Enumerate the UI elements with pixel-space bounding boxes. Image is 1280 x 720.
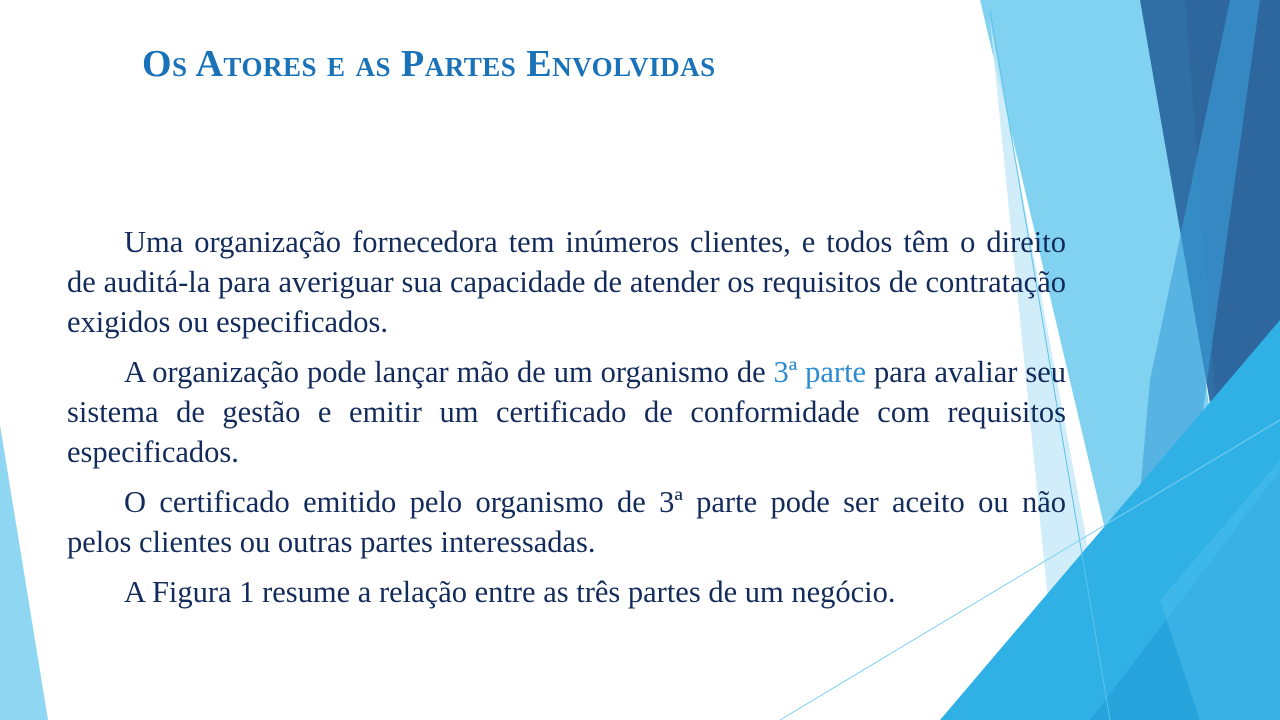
paragraph-4: A Figura 1 resume a relação entre as três partes de um negócio. [124,575,896,609]
paragraph-1: Uma organização fornecedora tem inúmeros clientes, e todos têm o direito de auditá-la para averiguar sua capacidade de atender os requisitos de contratação exigidos ou especificados. [67,225,1066,339]
third-party-highlight: 3ª parte [773,355,867,389]
paragraph-3: O certificado emitido pelo organismo de 3ª parte pode ser aceito ou não pelos clientes ou outras partes interessadas. [67,485,1066,559]
slide-body [67,222,1066,622]
left-accent-shape [0,425,48,720]
paragraph-2 [67,352,1066,472]
slide-title: Os Atores e as Partes Envolvidas [142,43,716,85]
paragraph-2-end: para avaliar seu sistema de gestão e emitir um certificado de conformidade com requisitos especificados. [67,355,1067,469]
paragraph-2-start: A organização pode lançar mão de um organismo de [124,355,774,389]
